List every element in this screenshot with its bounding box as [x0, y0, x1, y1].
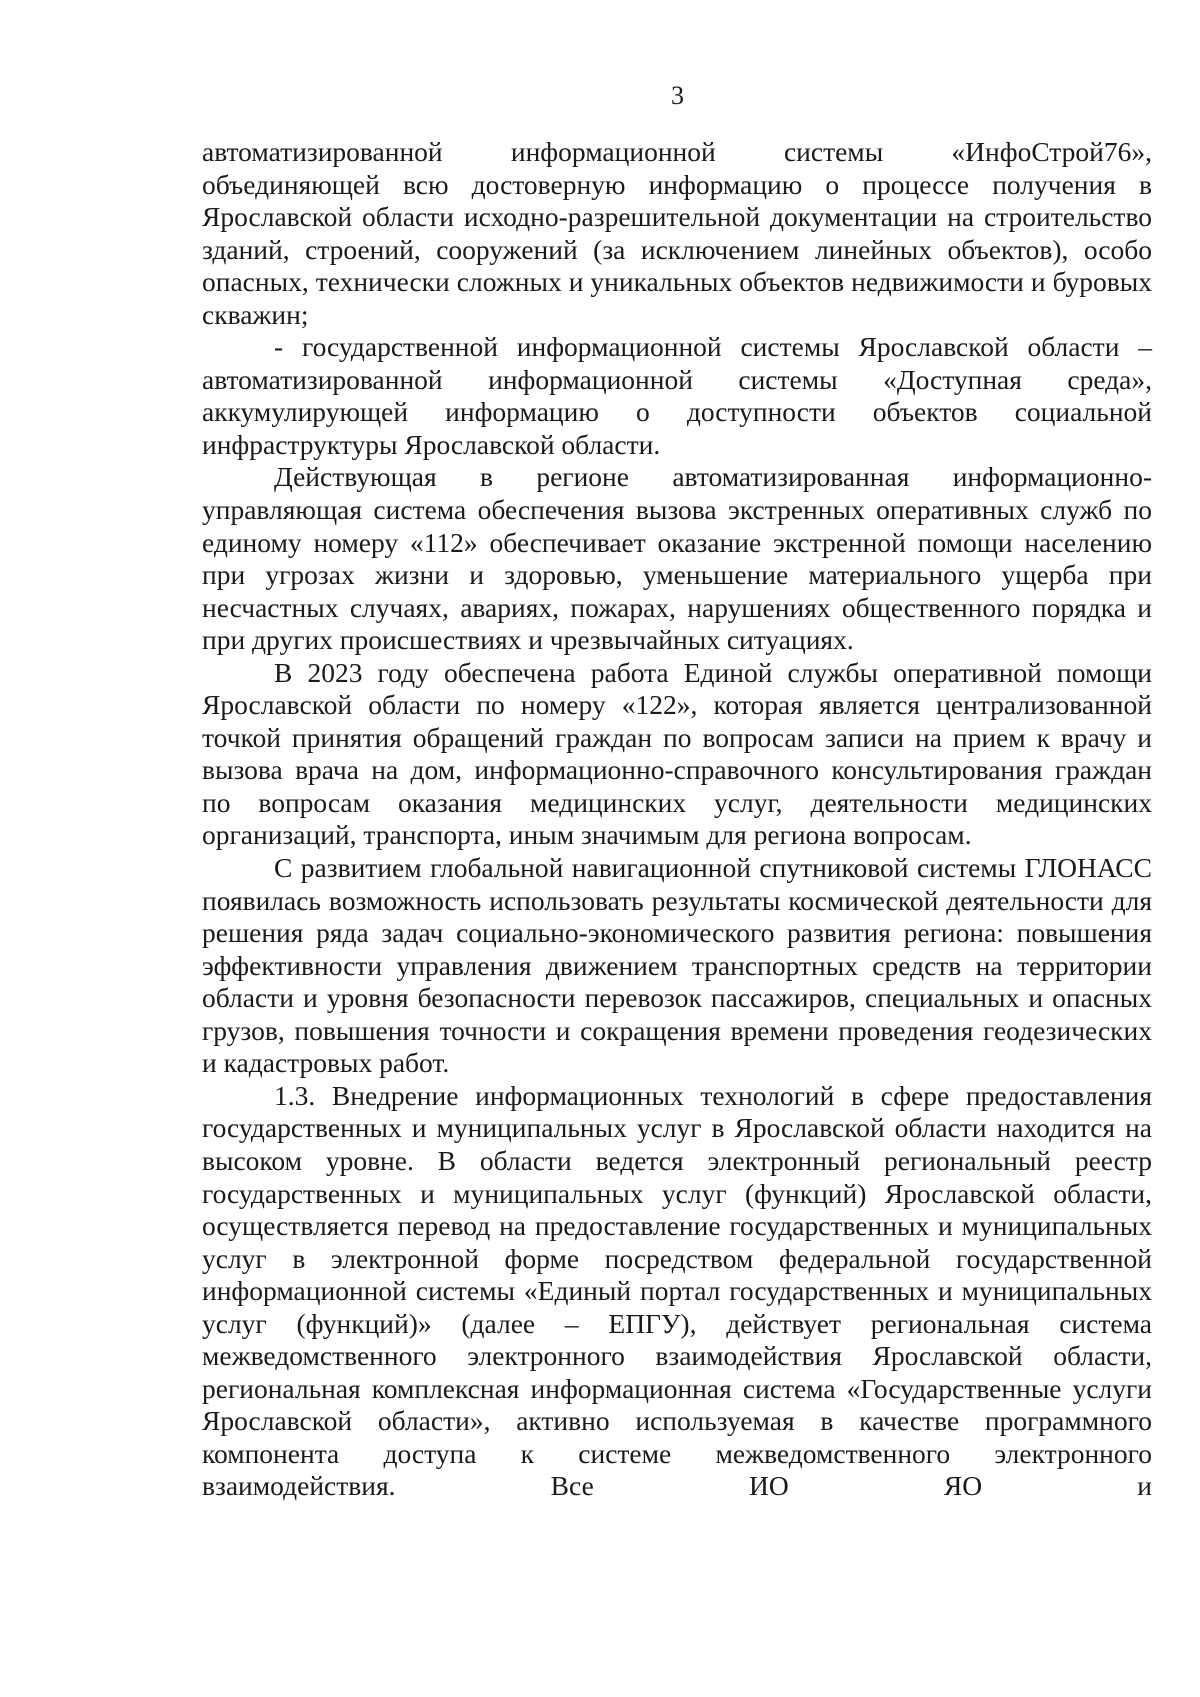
paragraph-dostupnaya-sreda: - государственной информационной системы Ярославской области – автоматизированной информационной системы «Доступная среда», аккумулирующей информацию о доступности объектов социальной инфраструктуры Ярославской области. — [202, 331, 1152, 460]
document-body — [202, 136, 1152, 1503]
page-number: 3 — [671, 81, 684, 110]
paragraph-service-122: В 2023 году обеспечена работа Единой службы оперативной помощи Ярославской области по номеру «122», которая является централизованной точкой принятия обращений граждан по вопросам записи на прием к врачу и вызова врача на дом, информационно-справочного консультирования граждан по вопросам оказания медицинских услуг, деятельности медицинских организаций, транспорта, иным значимым для региона вопросам. — [202, 656, 1152, 851]
paragraph-glonass: С развитием глобальной навигационной спутниковой системы ГЛОНАСС появилась возможность использовать результаты космической деятельности для решения ряда задач социально-экономического развития региона: повышения эффективности управления движением транспортных средств на территории области и уровня безопасности перевозок пассажиров, специальных и опасных грузов, повышения точности и сокращения времени проведения геодезических и кадастровых работ. — [202, 852, 1152, 1079]
paragraph-section-1-3: 1.3. Внедрение информационных технологий в сфере предоставления государственных и муниципальных услуг в Ярославской области находится на высоком уровне. В области ведется электронный региональный реестр государственных и муниципальных услуг (функций) Ярославской области, осуществляется перевод на предоставление государственных и муниципальных услуг в электронной форме посредством федеральной государственной информационной системы «Единый портал государственных и муниципальных услуг (функций)» (далее – ЕПГУ), действует региональная система межведомственного электронного взаимодействия Ярославской области, региональная комплексная информационная система «Государственные услуги Ярославской области», активно используемая в качестве программного компонента доступа к системе межведомственного электронного взаимодействия. Все ИО ЯО и — [202, 1079, 1152, 1502]
paragraph-ais-infostroy: автоматизированной информационной системы «ИнфоСтрой76», объединяющей всю достоверную информацию о процессе получения в Ярославской области исходно-разрешительной документации на строительство зданий, строений, сооружений (за исключением линейных объектов), особо опасных, технически сложных и уникальных объектов недвижимости и буровых скважин; — [202, 136, 1152, 330]
paragraph-system-112: Действующая в регионе автоматизированная информационно-управляющая система обеспечения вызова экстренных оперативных служб по единому номеру «112» обеспечивает оказание экстренной помощи населению при угрозах жизни и здоровью, уменьшение материального ущерба при несчастных случаях, авариях, пожарах, нарушениях общественного порядка и при других происшествиях и чрезвычайных ситуациях. — [202, 461, 1152, 656]
